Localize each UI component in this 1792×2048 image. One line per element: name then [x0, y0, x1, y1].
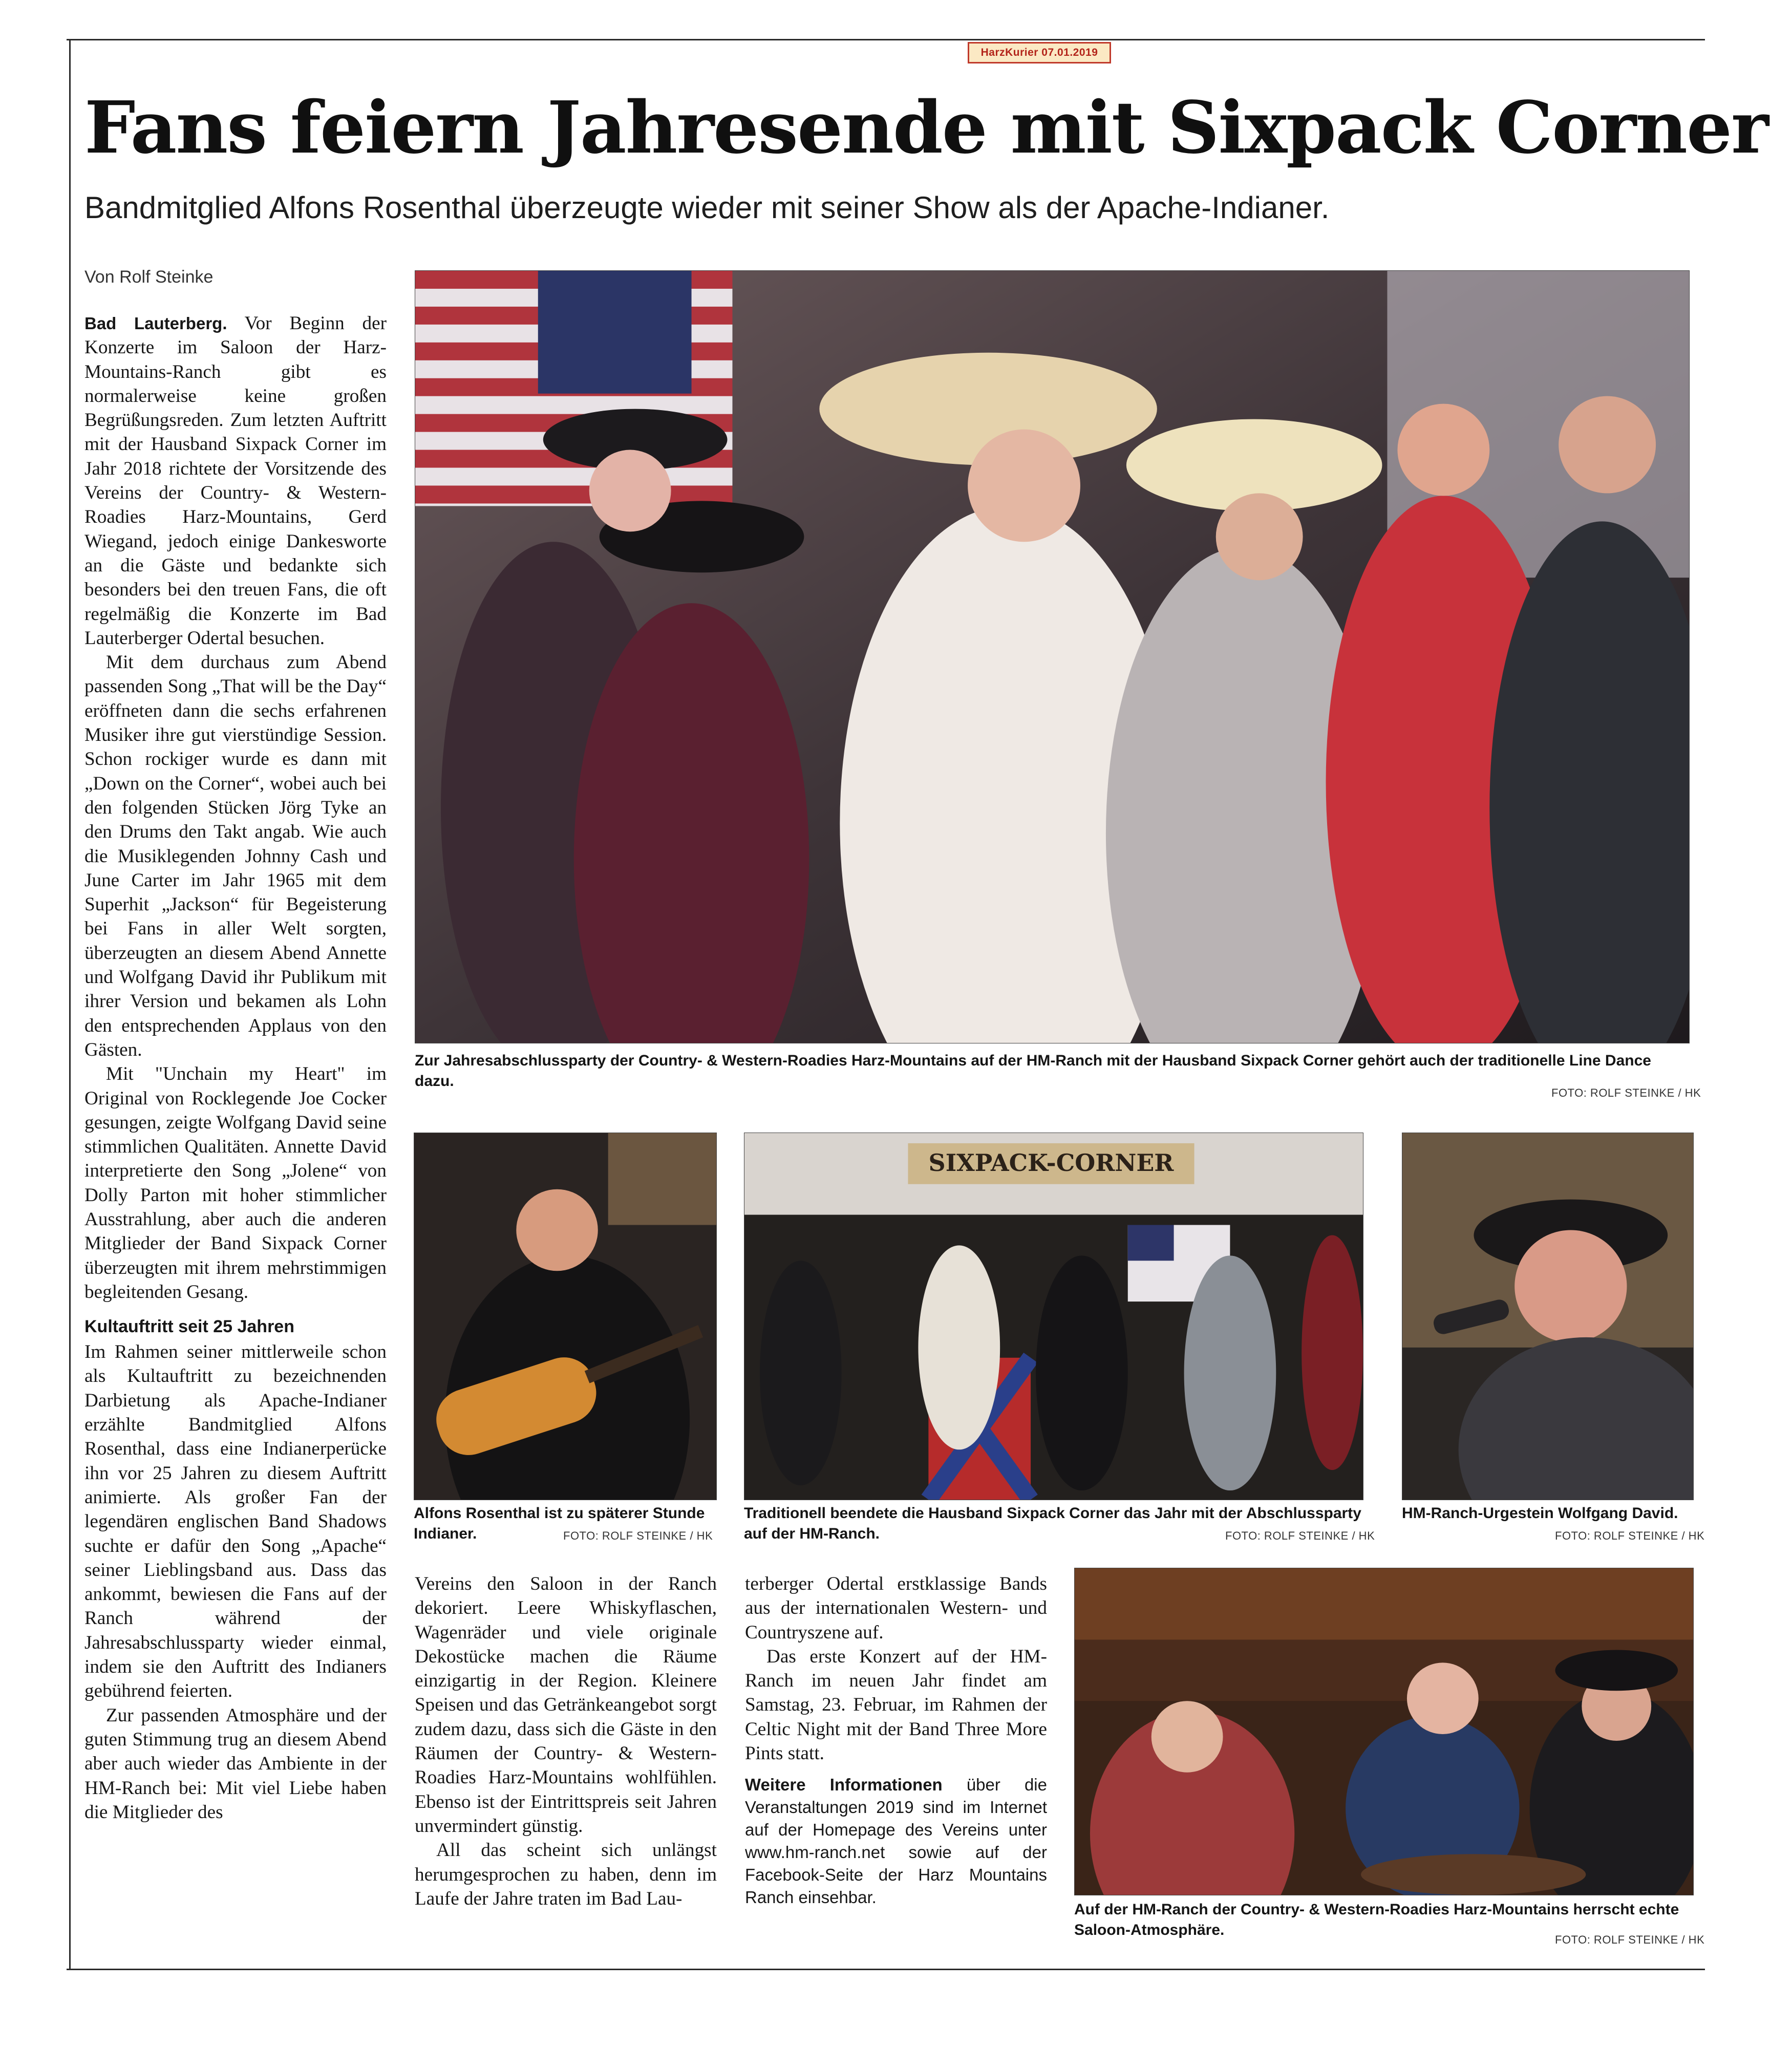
article-column-2	[415, 1572, 717, 1951]
paragraph-4: Im Rahmen seiner mittlerweile schon als Kultauftritt zu bezeichnenden Darbietung als Apache-Indianer erzählte Bandmitglied Alfons Rosenthal, dass eine Indianerperücke ihn vor 25 Jahren zu diesem Auftritt animierte. Als großer Fan der legendären englischen Band Shadows suchte er dafür den Song „Apache“ seiner Lieblingsband aus. Dass das ankommt, bewiesen die Fans auf der Ranch während der Jahresabschlussparty wieder einmal, indem sie den Auftritt des Indianers gebührend feierten.	[84, 1341, 387, 1702]
paragraph-5: Zur passenden Atmosphäre und der guten Stimmung trug an diesem Abend aber auch wieder das Ambiente in der HM-Ranch bei: Mit viel Liebe haben die Mitglieder des	[84, 1704, 387, 1823]
paragraph-2: Mit dem durchaus zum Abend passenden Song „That will be the Day“ eröffneten dann die sechs erfahrenen Musiker ihre gut vierstündige Session. Schon rockiger wurde es dann mit „Down on the Corner“, wobei auch bei den folgenden Stücken Jörg Tyke an den Drums den Takt angab. Wie auch die Musiklegenden Johnny Cash und June Carter im Jahr 1965 mit dem Superhit „Jackson“ für Begeisterung bei Fans in aller Welt sorgten, überzeugten an diesem Abend Annette und Wolfgang David ihr Publikum mit ihrer Version und bekamen als Lohn den entsprechenden Applaus von den Gästen.	[84, 652, 387, 1060]
saloon-photo-image	[1075, 1568, 1693, 1895]
section-subheading: Kultauftritt seit 25 Jahren	[84, 1317, 294, 1337]
singer-credit: FOTO: ROLF STEINKE / HK	[1555, 1529, 1705, 1542]
article-subheadline: Bandmitglied Alfons Rosenthal überzeugte wieder mit seiner Show als der Apache-Indianer.	[84, 190, 1330, 225]
info-lead: Weitere Informationen	[745, 1775, 943, 1795]
col2-paragraph-1: Vereins den Saloon in der Ranch dekoriert. Leere Whiskyflaschen, Wagenräder und viele originale Dekostücke machen die Räume einzigartig in der Region. Kleinere Speisen und das Getränkeangebot sorgt zudem dazu, dass sich die Gäste in den Räumen der Country- & Western-Roadies Harz-Mountains wohlfühlen. Ebenso ist der Eintrittspreis seit Jahren unvermindert günstig.	[415, 1573, 717, 1837]
guitarist-photo-image	[414, 1133, 716, 1500]
main-photo-caption-text: Zur Jahresabschlussparty der Country- & Western-Roadies Harz-Mountains auf der HM-Ranch mit der Hausband Sixpack Corner gehört auch der traditionelle Line Dance dazu.	[415, 1052, 1651, 1090]
dateline-place: Bad Lauterberg.	[84, 314, 227, 333]
newspaper-date-stamp: HarzKurier 07.01.2019	[968, 42, 1111, 63]
paragraph-1-text: Vor Beginn der Konzerte im Saloon der Harz-Mountains-Ranch gibt es normalerweise keine großen Begrüßungsreden. Zum letzten Auftritt mit der Hausband Sixpack Corner im Jahr 2018 richtete der Vorsitzende des Vereins der Country- & Western-Roadies Harz-Mountains, Gerd Wiegand, jedoch einige Dankesworte an die Gäste und bedankte sich besonders bei den treuen Fans, die oft regelmäßig die Konzerte im Bad Lauterberger Odertal besuchen.	[84, 313, 387, 649]
col2-paragraph-2: All das scheint sich unlängst herumgesprochen zu haben, denn im Laufe der Jahre traten im Bad Lau-	[415, 1840, 717, 1909]
article-headline: Fans feiern Jahresende mit Sixpack Corner	[84, 86, 1768, 170]
singer-caption	[1402, 1503, 1694, 1524]
photo-saloon	[1074, 1568, 1694, 1895]
bottom-rule	[67, 1969, 1705, 1970]
article-column-1	[84, 311, 387, 1945]
us-flag	[415, 271, 733, 506]
main-photo-caption	[415, 1051, 1690, 1092]
saloon-credit: FOTO: ROLF STEINKE / HK	[1555, 1933, 1705, 1946]
paragraph-1	[84, 311, 387, 650]
top-rule	[67, 39, 1705, 40]
photo-singer	[1402, 1133, 1694, 1500]
col3-paragraph-1: terberger Odertal erstklassige Bands aus der internationalen Western- und Countryszene auf.	[745, 1573, 1047, 1643]
guitarist-caption-text: Alfons Rosenthal ist zu späterer Stunde Indianer.	[414, 1505, 705, 1542]
guitarist-credit: FOTO: ROLF STEINKE / HK	[563, 1529, 713, 1542]
main-photo-line-dance	[415, 270, 1690, 1043]
col3-info-paragraph	[745, 1774, 1047, 1909]
band-credit: FOTO: ROLF STEINKE / HK	[1225, 1529, 1375, 1542]
col3-paragraph-2: Das erste Konzert auf der HM-Ranch im neuen Jahr findet am Samstag, 23. Februar, im Rahmen der Celtic Night mit der Band Three More Pints statt.	[745, 1646, 1047, 1764]
photo-guitarist	[414, 1133, 717, 1500]
article-byline: Von Rolf Steinke	[84, 267, 214, 287]
main-photo-credit: FOTO: ROLF STEINKE / HK	[1551, 1086, 1701, 1099]
line-dance-photo-image	[415, 271, 1689, 1043]
saloon-caption-text: Auf der HM-Ranch der Country- & Western-Roadies Harz-Mountains herrscht echte Saloon-Atmosphäre.	[1074, 1901, 1679, 1938]
left-rule	[69, 39, 71, 1969]
singer-photo-image	[1402, 1133, 1693, 1500]
band-caption-text: Traditionell beendete die Hausband Sixpack Corner das Jahr mit der Abschlussparty auf der HM-Ranch.	[744, 1505, 1361, 1542]
band-sign-text: SIXPACK-CORNER	[928, 1148, 1174, 1177]
article-column-3	[745, 1572, 1047, 1951]
band-photo-image	[744, 1133, 1363, 1500]
info-text: über die Veranstaltungen 2019 sind im Internet auf der Homepage des Vereins unter www.hm-ranch.net sowie auf der Facebook-Seite der Harz Mountains Ranch einsehbar.	[745, 1775, 1047, 1907]
photo-band	[744, 1133, 1363, 1500]
singer-caption-text: HM-Ranch-Urgestein Wolfgang David.	[1402, 1505, 1678, 1522]
paragraph-3: Mit "Unchain my Heart" im Original von Rocklegende Joe Cocker gesungen, zeigte Wolfgang David seine stimmlichen Qualitäten. Annette David interpretierte den Song „Jolene“ von Dolly Parton mit hoher stimmlicher Ausstrahlung, aber auch die anderen Mitglieder der Band Sixpack Corner überzeugten mit ihrem mehrstimmigen begleitenden Gesang.	[84, 1063, 387, 1303]
